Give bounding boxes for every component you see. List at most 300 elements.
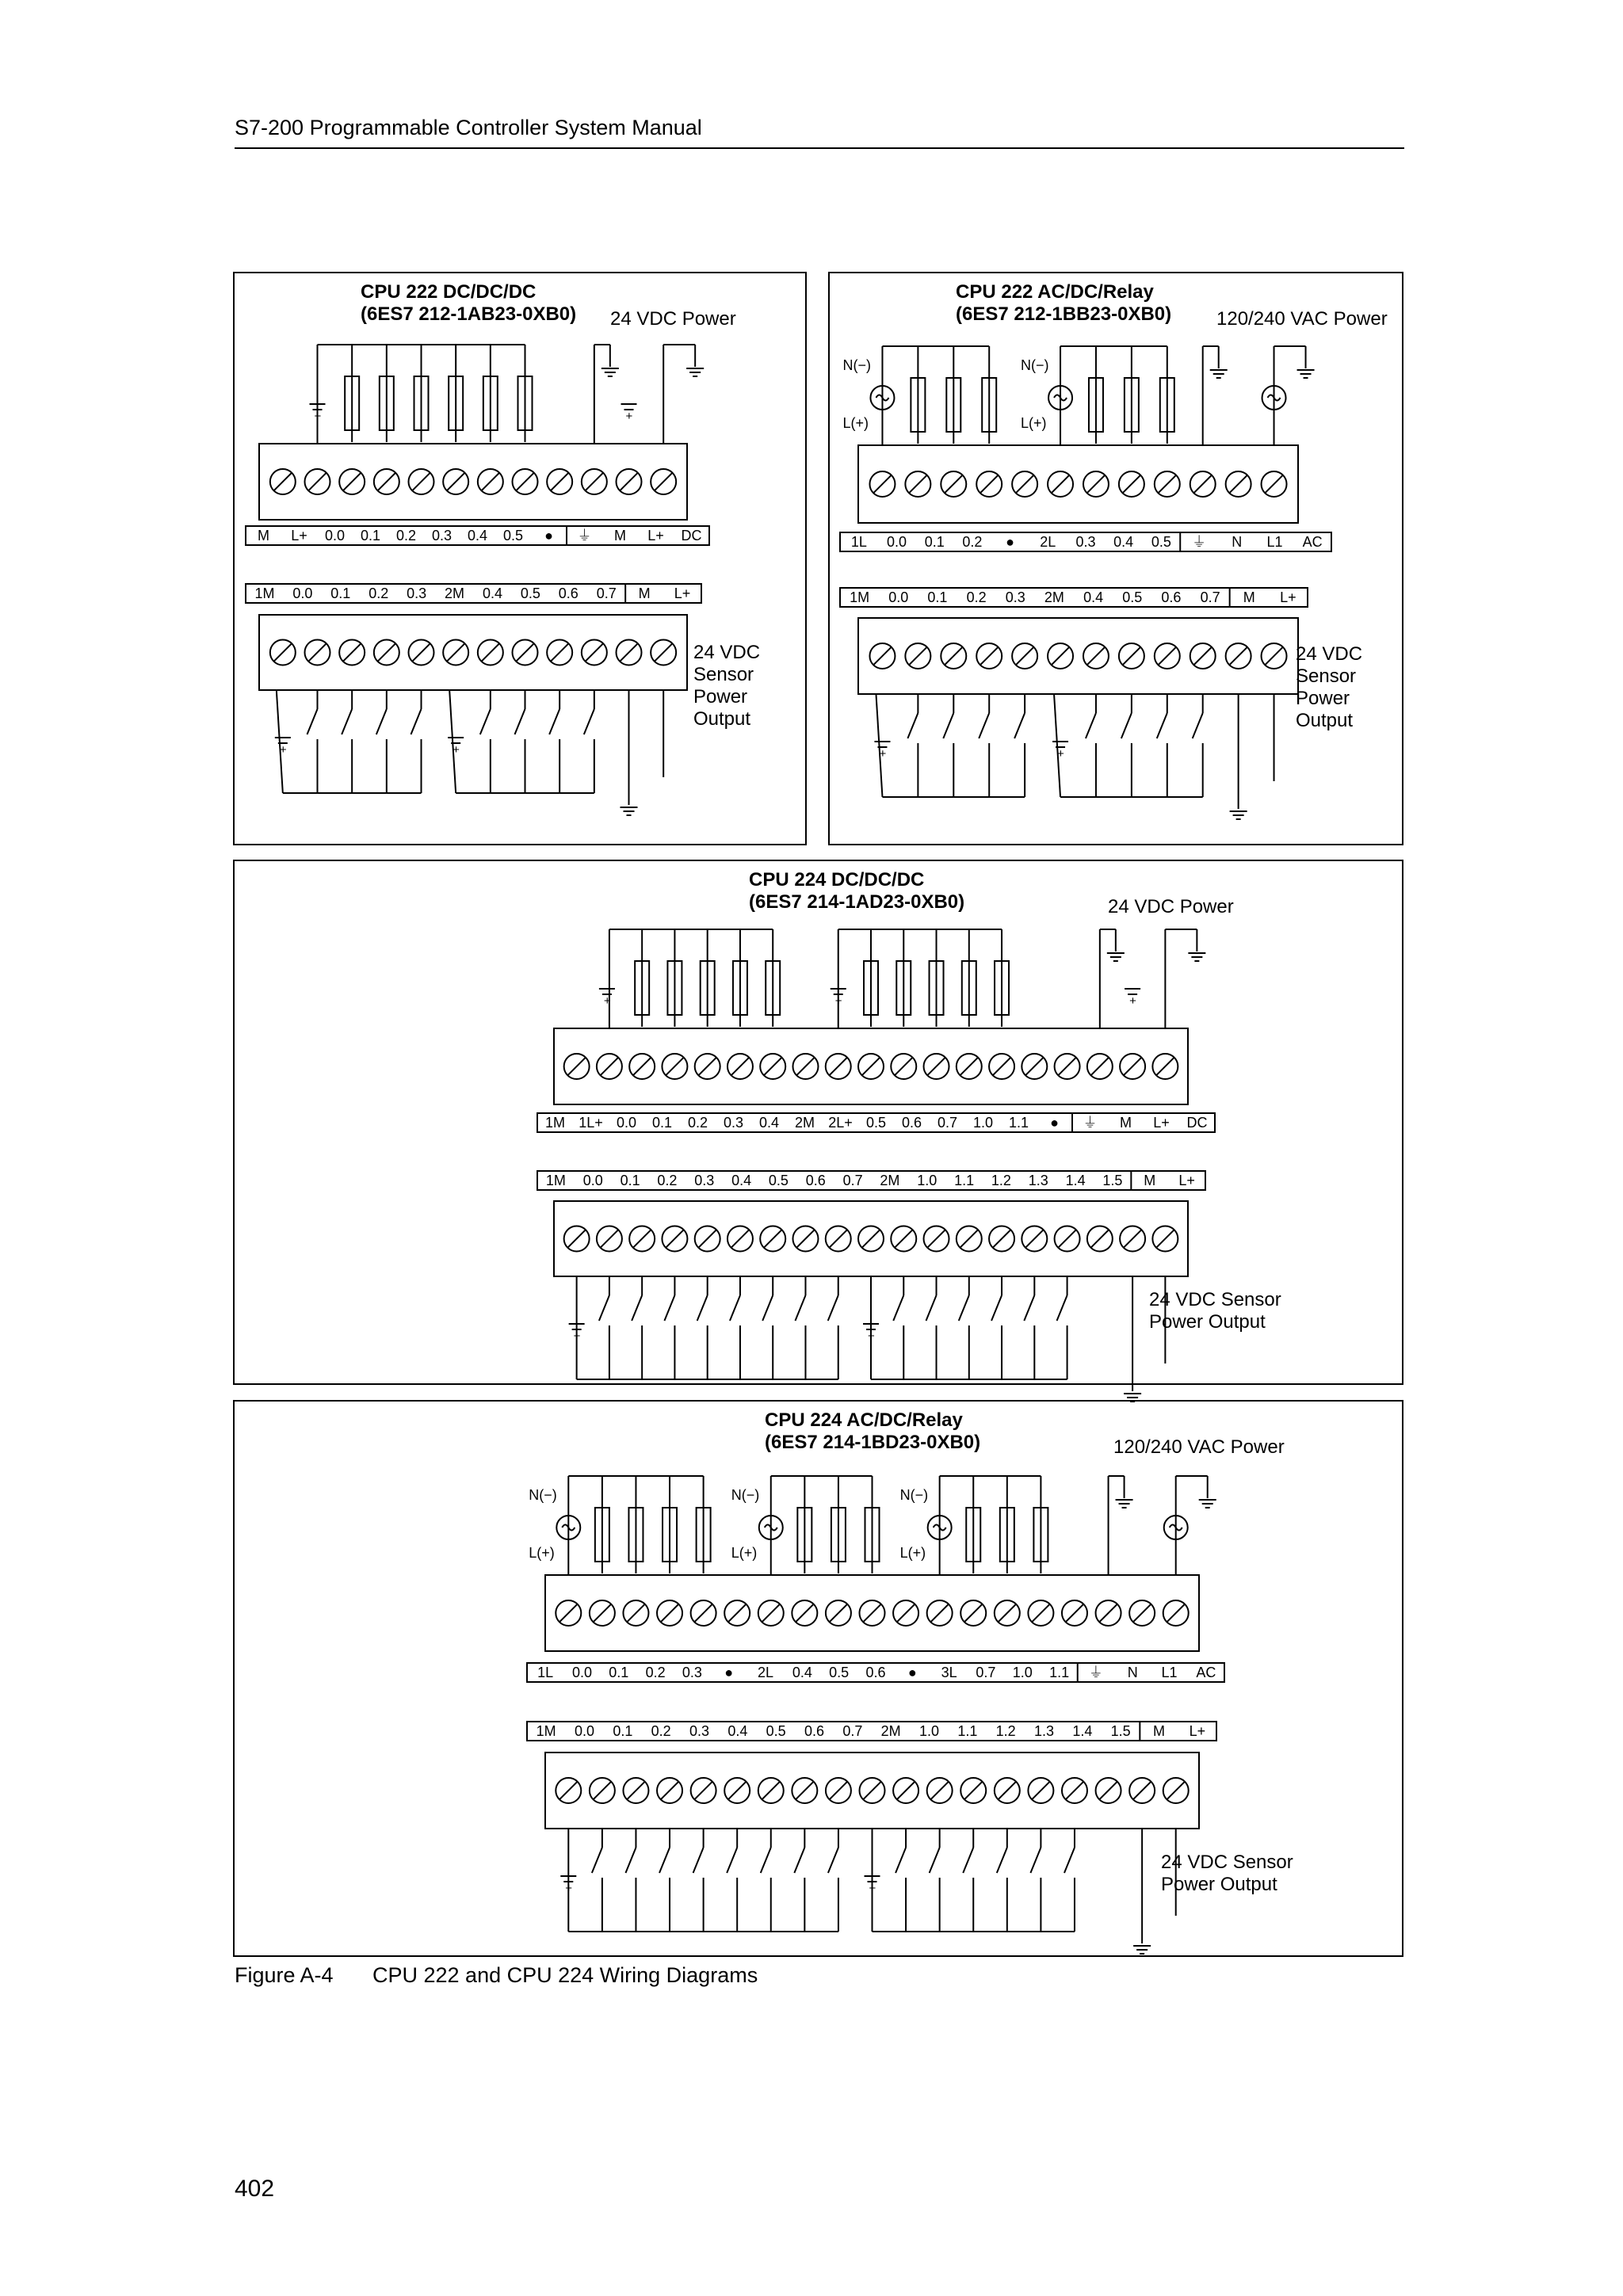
- terminal-label: 0.7: [976, 1665, 996, 1680]
- terminal-label: 0.7: [842, 1723, 863, 1739]
- screw-slot: [655, 643, 672, 661]
- switch-blade: [1030, 1848, 1041, 1873]
- terminal-block: [259, 444, 687, 520]
- plus-sign: +: [279, 743, 287, 757]
- screw-slot: [728, 1782, 746, 1799]
- terminal-block: [858, 445, 1298, 523]
- terminal-label: L1: [1266, 534, 1283, 550]
- terminal-label: 0.2: [966, 589, 987, 605]
- ground-icon: [621, 807, 638, 815]
- screw-slot: [1087, 475, 1105, 493]
- terminal-label: 0.6: [1161, 589, 1182, 605]
- terminal-label: M: [614, 528, 626, 543]
- screw-slot: [897, 1604, 915, 1622]
- terminal-label: 0.0: [571, 1665, 592, 1680]
- input-switch-icon: [480, 690, 491, 793]
- terminal-label: 0.1: [609, 1665, 629, 1680]
- cpu-title: CPU 222 AC/DC/Relay: [956, 281, 1154, 303]
- terminal-label: AC: [1196, 1665, 1216, 1680]
- terminal-label: 0.0: [582, 1173, 603, 1188]
- input-switch-icon: [697, 1276, 708, 1379]
- terminal-label: L1: [1161, 1665, 1178, 1680]
- screw-slot: [762, 1782, 780, 1799]
- screw-slot: [1016, 647, 1033, 665]
- terminal-block: [858, 618, 1298, 694]
- terminal-label: 1M: [850, 589, 870, 605]
- ground-icon: [601, 368, 619, 376]
- screw-slot: [1016, 475, 1033, 493]
- ground-icon: [1230, 811, 1247, 819]
- screw-slot: [1123, 647, 1140, 665]
- terminal-label: M: [1144, 1173, 1156, 1188]
- terminal-label: 1M: [545, 1173, 566, 1188]
- screw-slot: [482, 473, 499, 490]
- screw-slot: [1066, 1782, 1083, 1799]
- screw-slot: [1159, 647, 1176, 665]
- terminal-label: M: [638, 585, 651, 601]
- screw-slot: [909, 647, 926, 665]
- input-switch-icon: [515, 690, 525, 793]
- switch-blade: [828, 1848, 838, 1873]
- switch-blade: [693, 1848, 704, 1873]
- load-resistor-icon: [449, 345, 463, 442]
- load-resistor-icon: [628, 1476, 643, 1573]
- terminal-label: L+: [1153, 1115, 1170, 1131]
- switch-blade: [599, 1295, 609, 1321]
- output-terminal-block: [858, 445, 1298, 523]
- terminal-label: ⏚: [1192, 534, 1207, 550]
- terminal-label: 0.2: [962, 534, 983, 550]
- ac-l-label: L(+): [529, 1545, 555, 1561]
- terminal-label: 0.3: [723, 1115, 744, 1131]
- screw-slot: [620, 643, 637, 661]
- ac-l-label: L(+): [842, 415, 869, 431]
- screw-slot: [1265, 647, 1282, 665]
- screw-slot: [796, 1782, 813, 1799]
- load-resistor-icon: [1125, 346, 1139, 444]
- terminal-label: 0.7: [596, 585, 617, 601]
- screw-slot: [308, 473, 326, 490]
- load-resistor-icon: [766, 929, 780, 1027]
- screw-slot: [960, 1058, 978, 1075]
- switch-blade: [896, 1848, 906, 1873]
- terminal-label: 0.1: [330, 585, 351, 601]
- load-resistor-icon: [930, 929, 944, 1027]
- screw-slot: [594, 1604, 611, 1622]
- switch-blade: [1014, 713, 1025, 738]
- ac-n-label: N(−): [1021, 357, 1049, 373]
- switch-blade: [1064, 1848, 1075, 1873]
- plus-sign: +: [453, 743, 460, 757]
- switch-blade: [795, 1295, 805, 1321]
- load-resistor-icon: [1160, 346, 1174, 444]
- terminal-label: ⏚: [1083, 1115, 1098, 1131]
- terminal-label: 2L: [1040, 534, 1056, 550]
- screw-slot: [999, 1604, 1016, 1622]
- screw-slot: [482, 643, 499, 661]
- terminal-label: 0.2: [369, 585, 389, 601]
- screw-slot: [863, 1604, 880, 1622]
- input-switch-icon: [1064, 1829, 1075, 1932]
- terminal-label: 0.6: [804, 1723, 825, 1739]
- terminal-block: [259, 615, 687, 690]
- plus-sign: +: [879, 747, 887, 761]
- terminal-label: 0.5: [1122, 589, 1143, 605]
- screw-slot: [1032, 1604, 1049, 1622]
- sensor-power-label: 24 VDC Sensor Power Output: [1296, 643, 1363, 731]
- screw-slot: [661, 1604, 678, 1622]
- terminal-label: 0.6: [805, 1173, 826, 1188]
- output-terminal-block: [545, 1575, 1199, 1651]
- input-switch-icon: [762, 1276, 773, 1379]
- input-switch-icon: [828, 1829, 838, 1932]
- switch-blade: [376, 709, 387, 734]
- input-switch-icon: [549, 690, 559, 793]
- screw-slot: [830, 1604, 847, 1622]
- terminal-label: 0.6: [865, 1665, 886, 1680]
- screw-slot: [980, 475, 998, 493]
- load-resistor-icon: [797, 1476, 812, 1573]
- screw-slot: [909, 475, 926, 493]
- screw-slot: [694, 1604, 712, 1622]
- screw-slot: [796, 1230, 814, 1247]
- screw-slot: [551, 473, 568, 490]
- switch-blade: [727, 1848, 737, 1873]
- terminal-label: 0.1: [360, 528, 381, 543]
- screw-slot: [343, 473, 361, 490]
- terminal-label: ●: [724, 1665, 734, 1680]
- terminal-label: ●: [1050, 1115, 1059, 1131]
- screw-slot: [993, 1230, 1010, 1247]
- screw-slot: [447, 643, 464, 661]
- switch-blade: [659, 1848, 670, 1873]
- switch-blade: [664, 1295, 674, 1321]
- panel-2: [829, 273, 1403, 845]
- terminal-label: ●: [907, 1665, 917, 1680]
- terminal-label: 0.0: [887, 534, 907, 550]
- terminal-label: 0.0: [888, 589, 909, 605]
- input-switch-icon: [930, 1829, 940, 1932]
- terminal-label: N: [1127, 1665, 1138, 1680]
- output-label-strip: [840, 532, 1331, 551]
- terminal-label: 1.4: [1072, 1723, 1093, 1739]
- ground-icon: [686, 368, 704, 376]
- screw-slot: [927, 1058, 945, 1075]
- load-resistor-icon: [697, 1476, 711, 1573]
- screw-slot: [863, 1782, 880, 1799]
- input-switch-icon: [693, 1829, 704, 1932]
- terminal-label: 0.0: [324, 528, 346, 543]
- screw-slot: [698, 1058, 716, 1075]
- screw-slot: [274, 643, 292, 661]
- screw-slot: [1156, 1058, 1174, 1075]
- switch-blade: [625, 1848, 636, 1873]
- terminal-label: 0.5: [1151, 534, 1171, 550]
- switch-blade: [480, 709, 491, 734]
- load-resistor-icon: [1000, 1476, 1014, 1573]
- label-strip: [840, 588, 1308, 607]
- load-resistor-icon: [380, 345, 394, 442]
- terminal-label: 0.1: [613, 1723, 633, 1739]
- screw-slot: [1167, 1782, 1185, 1799]
- terminal-label: ⏚: [1088, 1665, 1103, 1680]
- screw-slot: [586, 473, 603, 490]
- sensor-power-label: 24 VDC Sensor Power Output: [1161, 1852, 1293, 1895]
- switch-blade: [762, 1295, 773, 1321]
- terminal-label: 0.4: [1113, 534, 1134, 550]
- common-wire: [876, 694, 882, 797]
- terminal-label: 0.5: [766, 1723, 786, 1739]
- screw-slot: [1265, 475, 1282, 493]
- terminal-label: 0.5: [865, 1115, 887, 1131]
- switch-blade: [730, 1295, 740, 1321]
- terminal-label: ●: [1006, 534, 1015, 550]
- input-switch-icon: [625, 1829, 636, 1932]
- terminal-label: 0.0: [292, 585, 313, 601]
- battery-icon: [275, 738, 291, 757]
- terminal-label: 0.0: [574, 1723, 595, 1739]
- input-switch-icon: [963, 1829, 973, 1932]
- input-switch-icon: [730, 1276, 740, 1379]
- terminal-label: 0.1: [620, 1173, 640, 1188]
- switch-blade: [930, 1848, 940, 1873]
- input-switch-icon: [979, 694, 989, 797]
- input-switch-icon: [1014, 694, 1025, 797]
- sensor-power-label: 24 VDC Sensor Power Output: [693, 642, 761, 730]
- terminal-label: L+: [647, 528, 664, 543]
- input-label-strip: [527, 1722, 1216, 1741]
- load-resistor-icon: [483, 345, 498, 442]
- terminal-label: 1.0: [972, 1115, 994, 1131]
- screw-slot: [666, 1230, 683, 1247]
- load-resistor-icon: [865, 1476, 880, 1573]
- terminal-label: L+: [1189, 1723, 1206, 1739]
- screw-slot: [666, 1058, 683, 1075]
- ac-n-label: N(−): [529, 1487, 557, 1503]
- terminal-label: 0.4: [727, 1723, 748, 1739]
- screw-slot: [1229, 475, 1247, 493]
- screw-slot: [1025, 1230, 1043, 1247]
- screw-slot: [764, 1230, 781, 1247]
- switch-blade: [997, 1848, 1007, 1873]
- terminal-label: 0.3: [682, 1665, 702, 1680]
- input-switch-icon: [907, 694, 918, 797]
- terminal-label: 0.6: [558, 585, 579, 601]
- screw-slot: [1032, 1782, 1049, 1799]
- screw-slot: [567, 1230, 585, 1247]
- screw-slot: [1123, 475, 1140, 493]
- screw-slot: [1058, 1058, 1075, 1075]
- screw-slot: [1167, 1604, 1185, 1622]
- load-resistor-icon: [1089, 346, 1103, 444]
- terminal-label: 0.5: [502, 528, 524, 543]
- order-number: (6ES7 212-1BB23-0XB0): [956, 303, 1172, 325]
- ac-l-label: L(+): [1021, 415, 1047, 431]
- ac-n-label: N(−): [899, 1487, 929, 1503]
- panel-border: [829, 273, 1403, 845]
- battery-icon: [599, 989, 615, 1008]
- screw-slot: [945, 475, 962, 493]
- terminal-label: 0.4: [467, 528, 488, 543]
- common-wire: [1054, 694, 1060, 797]
- screw-slot: [993, 1058, 1010, 1075]
- terminal-label: 1L: [537, 1665, 554, 1680]
- input-switch-icon: [664, 1276, 674, 1379]
- cpu-title: CPU 224 DC/DC/DC: [749, 869, 925, 891]
- screw-slot: [830, 1058, 847, 1075]
- screw-slot: [873, 647, 891, 665]
- switch-blade: [549, 709, 559, 734]
- terminal-label: 1.2: [991, 1173, 1011, 1188]
- switch-blade: [515, 709, 525, 734]
- screw-slot: [594, 1782, 611, 1799]
- terminal-label: 0.4: [1083, 589, 1104, 605]
- input-switch-icon: [592, 1829, 602, 1932]
- terminal-label: 2L+: [828, 1115, 853, 1131]
- terminal-label: 1.0: [1012, 1665, 1033, 1680]
- switch-blade: [1057, 1295, 1067, 1321]
- terminal-label: 1L: [850, 534, 867, 550]
- terminal-label: 1.3: [1033, 1723, 1055, 1739]
- load-resistor-icon: [831, 1476, 846, 1573]
- input-switch-icon: [896, 1829, 906, 1932]
- ground-icon: [1297, 370, 1315, 378]
- screw-slot: [731, 1058, 749, 1075]
- screw-slot: [601, 1058, 618, 1075]
- common-wire: [277, 690, 283, 793]
- input-terminal-block: [545, 1753, 1199, 1829]
- screw-slot: [378, 473, 395, 490]
- plus-sign: +: [1057, 747, 1064, 761]
- panel-4: [234, 1401, 1403, 1956]
- plus-sign: +: [869, 1882, 876, 1895]
- input-switch-icon: [376, 690, 387, 793]
- screw-slot: [627, 1782, 644, 1799]
- plus-sign: +: [603, 994, 611, 1008]
- load-resistor-icon: [663, 1476, 677, 1573]
- screw-slot: [1025, 1058, 1043, 1075]
- plus-sign: +: [1129, 994, 1136, 1008]
- input-switch-icon: [794, 1829, 804, 1932]
- screw-slot: [567, 1058, 585, 1075]
- cpu-title: CPU 222 DC/DC/DC: [361, 281, 537, 303]
- screw-slot: [897, 1782, 915, 1799]
- terminal-label: M: [258, 528, 269, 543]
- load-resistor-icon: [345, 345, 359, 442]
- screw-slot: [796, 1604, 813, 1622]
- switch-blade: [342, 709, 352, 734]
- terminal-label: 1.0: [918, 1723, 940, 1739]
- screw-slot: [1124, 1230, 1141, 1247]
- terminal-label: 2M: [1044, 589, 1064, 605]
- screw-slot: [964, 1782, 982, 1799]
- terminal-label: 0.3: [1075, 534, 1096, 550]
- plus-sign: +: [565, 1882, 573, 1895]
- load-resistor-icon: [982, 346, 996, 444]
- output-label-strip: [537, 1113, 1215, 1132]
- input-switch-icon: [926, 1276, 937, 1379]
- screw-slot: [627, 1604, 644, 1622]
- load-resistor-icon: [911, 346, 925, 444]
- terminal-label: 0.5: [520, 585, 540, 601]
- screw-slot: [862, 1230, 880, 1247]
- terminal-label: 0.2: [395, 528, 417, 543]
- input-label-strip: [246, 584, 701, 603]
- battery-icon: [874, 742, 890, 761]
- terminal-label: ⏚: [577, 528, 592, 543]
- battery-icon: [1052, 742, 1068, 761]
- terminal-label: 1.4: [1065, 1173, 1086, 1188]
- terminal-label: 2L: [758, 1665, 774, 1680]
- ac-l-label: L(+): [731, 1545, 758, 1561]
- terminal-label: 0.7: [842, 1173, 863, 1188]
- screw-slot: [559, 1782, 577, 1799]
- load-resistor-icon: [667, 929, 682, 1027]
- terminal-label: L+: [1280, 589, 1296, 605]
- screw-slot: [1091, 1058, 1109, 1075]
- switch-blade: [411, 709, 422, 734]
- switch-blade: [632, 1295, 642, 1321]
- order-number: (6ES7 214-1AD23-0XB0): [749, 891, 965, 913]
- switch-blade: [1086, 713, 1096, 738]
- ac-n-label: N(−): [842, 357, 871, 373]
- screw-slot: [343, 643, 361, 661]
- terminal-label: 0.2: [687, 1115, 708, 1131]
- input-label-strip: [537, 1171, 1205, 1190]
- switch-blade: [1121, 713, 1132, 738]
- terminal-label: 1.5: [1110, 1723, 1131, 1739]
- terminal-label: L+: [291, 528, 307, 543]
- screw-slot: [980, 647, 998, 665]
- switch-blade: [828, 1295, 838, 1321]
- output-label-strip: [527, 1663, 1224, 1682]
- page-number: 402: [235, 2176, 275, 2202]
- screw-slot: [945, 647, 962, 665]
- input-terminal-block: [858, 618, 1298, 694]
- screw-slot: [551, 643, 568, 661]
- terminal-label: 3L: [941, 1665, 957, 1680]
- input-switch-icon: [795, 1276, 805, 1379]
- terminal-label: 1M: [536, 1723, 556, 1739]
- screw-slot: [559, 1604, 577, 1622]
- screw-slot: [1229, 647, 1247, 665]
- screw-slot: [830, 1230, 847, 1247]
- screw-slot: [694, 1782, 712, 1799]
- screw-slot: [412, 643, 430, 661]
- terminal-label: 0.3: [431, 528, 453, 543]
- screw-slot: [655, 473, 672, 490]
- screw-slot: [1194, 475, 1212, 493]
- plus-sign: +: [834, 994, 842, 1008]
- terminal-label: 0.1: [924, 534, 945, 550]
- power-label: 24 VDC Power: [1108, 896, 1234, 917]
- terminal-label: 0.5: [768, 1173, 789, 1188]
- battery-icon: [1125, 989, 1140, 1008]
- screw-slot: [1066, 1604, 1083, 1622]
- screw-slot: [1052, 475, 1069, 493]
- common-wire: [449, 690, 456, 793]
- switch-blade: [1157, 713, 1167, 738]
- output-label-strip: [246, 526, 709, 545]
- input-switch-icon: [943, 694, 953, 797]
- terminal-label: 0.5: [829, 1665, 850, 1680]
- terminal-label: 1.0: [917, 1173, 938, 1188]
- screw-slot: [1133, 1782, 1151, 1799]
- screw-slot: [895, 1058, 912, 1075]
- screw-slot: [378, 643, 395, 661]
- input-switch-icon: [411, 690, 422, 793]
- switch-blade: [991, 1295, 1002, 1321]
